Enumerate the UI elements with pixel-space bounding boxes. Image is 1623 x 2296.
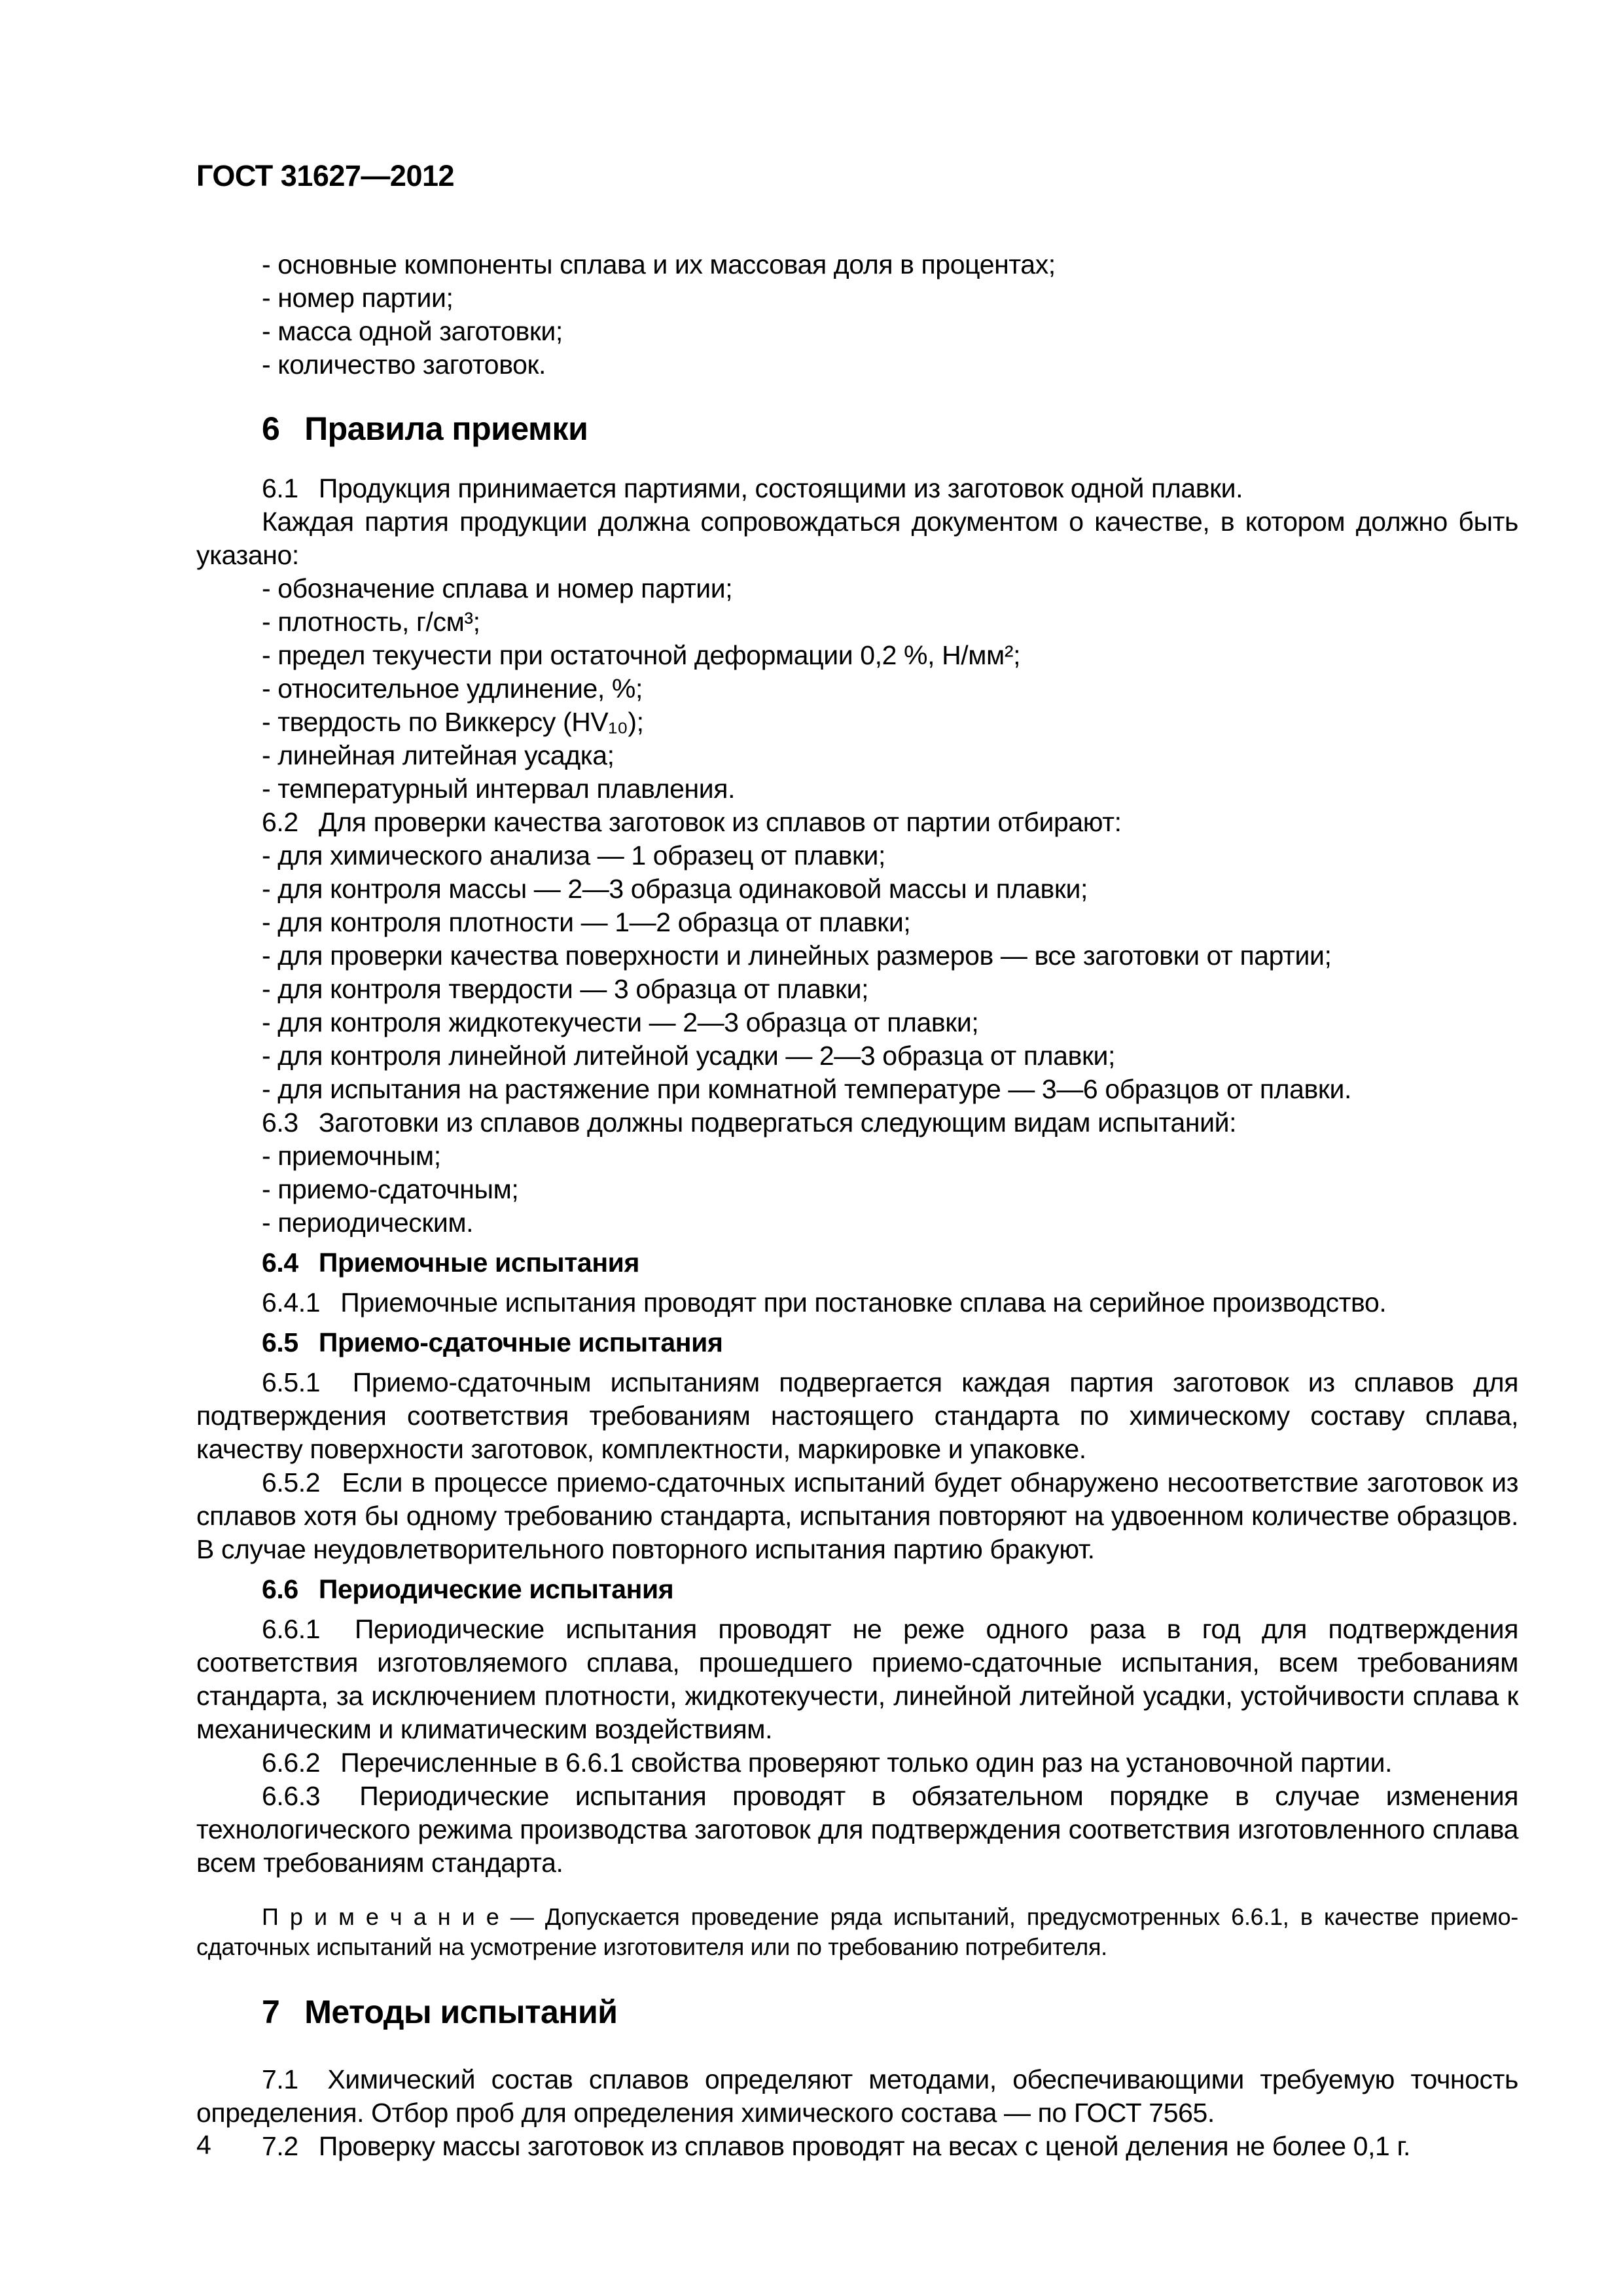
list-item: - для контроля массы — 2—3 образца одинаковой массы и плавки; bbox=[262, 874, 1088, 904]
note: П р и м е ч а н и е — Допускается проведение ряда испытаний, предусмотренных 6.6.1, в качестве приемо-сдаточных испытаний на усмотрение изготовителя или по требованию потребителя. bbox=[196, 1903, 1518, 1960]
list-item: - количество заготовок. bbox=[262, 350, 546, 380]
list-item: - относительное удлинение, %; bbox=[262, 673, 643, 704]
paragraph-6-5-2: 6.5.2 Если в процессе приемо-сдаточных испытаний будет обнаружено несоответствие заготовок из сплавов хотя бы одному требованию стандарта, испытания повторяют на удвоенном количестве образцов. В случае неудовлетворительного повторного испытания партию бракуют. bbox=[196, 1467, 1518, 1564]
paragraph-6-6-2: 6.6.2 Перечисленные в 6.6.1 свойства проверяют только один раз на установочной партии. bbox=[262, 1748, 1393, 1778]
list-item: - для проверки качества поверхности и линейных размеров — все заготовки от партии; bbox=[262, 941, 1332, 971]
list-item: - периодическим. bbox=[262, 1208, 474, 1238]
list-item: - обозначение сплава и номер партии; bbox=[262, 573, 733, 603]
list-item: - основные компоненты сплава и их массовая доля в процентах; bbox=[262, 249, 1056, 279]
section-6-heading: 6 Правила приемки bbox=[262, 410, 588, 447]
list-item: - для химического анализа — 1 образец от плавки; bbox=[262, 840, 885, 870]
list-item: - масса одной заготовки; bbox=[262, 316, 563, 346]
test-types-list bbox=[196, 1139, 1518, 1240]
paragraph-6-6-1: 6.6.1 Периодические испытания проводят не реже одного раза в год для подтверждения соответствия изготовляемого сплава, прошедшего приемо-сдаточные испытания, всем требованиям стандарта, за исключением плотности, жидкотекучести, линейной литейной усадки, устойчивости сплава к механическим и климатическим воздействиям. bbox=[196, 1614, 1518, 1744]
paragraph-6-4-1: 6.4.1 Приемочные испытания проводят при постановке сплава на серийное производство. bbox=[262, 1287, 1387, 1318]
list-item: - для контроля плотности — 1—2 образца от плавки; bbox=[262, 907, 911, 937]
paragraph-6-3: 6.3 Заготовки из сплавов должны подвергаться следующим видам испытаний: bbox=[262, 1107, 1237, 1138]
list-item: - предел текучести при остаточной деформации 0,2 %, Н/мм²; bbox=[262, 640, 1021, 670]
paragraph-6-5-1: 6.5.1 Приемо-сдаточным испытаниям подвергается каждая партия заготовок из сплавов для подтверждения соответствия требованиям настоящего стандарта по химическому составу сплава, качеству поверхности заготовок, комплектности, маркировке и упаковке. bbox=[196, 1367, 1518, 1464]
list-item: - для контроля линейной литейной усадки — 2—3 образца от плавки; bbox=[262, 1041, 1116, 1071]
page-content bbox=[196, 0, 1518, 2163]
subsection-6-5-heading: 6.5 Приемо-сдаточные испытания bbox=[262, 1327, 723, 1357]
list-item: - температурный интервал плавления. bbox=[262, 774, 736, 804]
list-item: - для контроля твердости — 3 образца от плавки; bbox=[262, 974, 869, 1004]
paragraph-6-6-3: 6.6.3 Периодические испытания проводят в обязательном порядке в случае изменения технологического режима производства заготовок для подтверждения соответствия изготовленного сплава всем требованиям стандарта. bbox=[196, 1781, 1518, 1878]
subsection-6-4-heading: 6.4 Приемочные испытания bbox=[262, 1247, 640, 1278]
intro-list bbox=[196, 248, 1518, 382]
paragraph-7-2: 7.2 Проверку массы заготовок из сплавов проводят на весах с ценой деления не более 0,1 г. bbox=[262, 2131, 1410, 2161]
list-item: - приемочным; bbox=[262, 1141, 441, 1171]
section-7-heading: 7 Методы испытаний bbox=[262, 1994, 618, 2030]
sampling-list bbox=[196, 839, 1518, 1106]
list-item: - плотность, г/см³; bbox=[262, 607, 480, 637]
list-item: - твердость по Виккерсу (HV₁₀); bbox=[262, 707, 644, 737]
paragraph-6-1: 6.1 Продукция принимается партиями, состоящими из заготовок одной плавки. bbox=[262, 473, 1243, 503]
page-number: 4 bbox=[196, 2130, 211, 2160]
paragraph-6-1-continued: Каждая партия продукции должна сопровождаться документом о качестве, в котором должно быть указано: bbox=[196, 507, 1518, 570]
paragraph-7-1: 7.1 Химический состав сплавов определяют методами, обеспечивающими требуемую точность определения. Отбор проб для определения химического состава — по ГОСТ 7565. bbox=[196, 2064, 1518, 2128]
subsection-6-6-heading: 6.6 Периодические испытания bbox=[262, 1574, 674, 1604]
list-item: - приемо-сдаточным; bbox=[262, 1174, 519, 1204]
running-header: ГОСТ 31627—2012 bbox=[196, 159, 455, 192]
paragraph-6-2: 6.2 Для проверки качества заготовок из сплавов от партии отбирают: bbox=[262, 807, 1122, 837]
list-item: - для контроля жидкотекучести — 2—3 образца от плавки; bbox=[262, 1007, 979, 1037]
list-item: - номер партии; bbox=[262, 283, 454, 313]
quality-document-list bbox=[196, 572, 1518, 806]
list-item: - для испытания на растяжение при комнатной температуре — 3—6 образцов от плавки. bbox=[262, 1074, 1351, 1104]
list-item: - линейная литейная усадка; bbox=[262, 740, 615, 770]
